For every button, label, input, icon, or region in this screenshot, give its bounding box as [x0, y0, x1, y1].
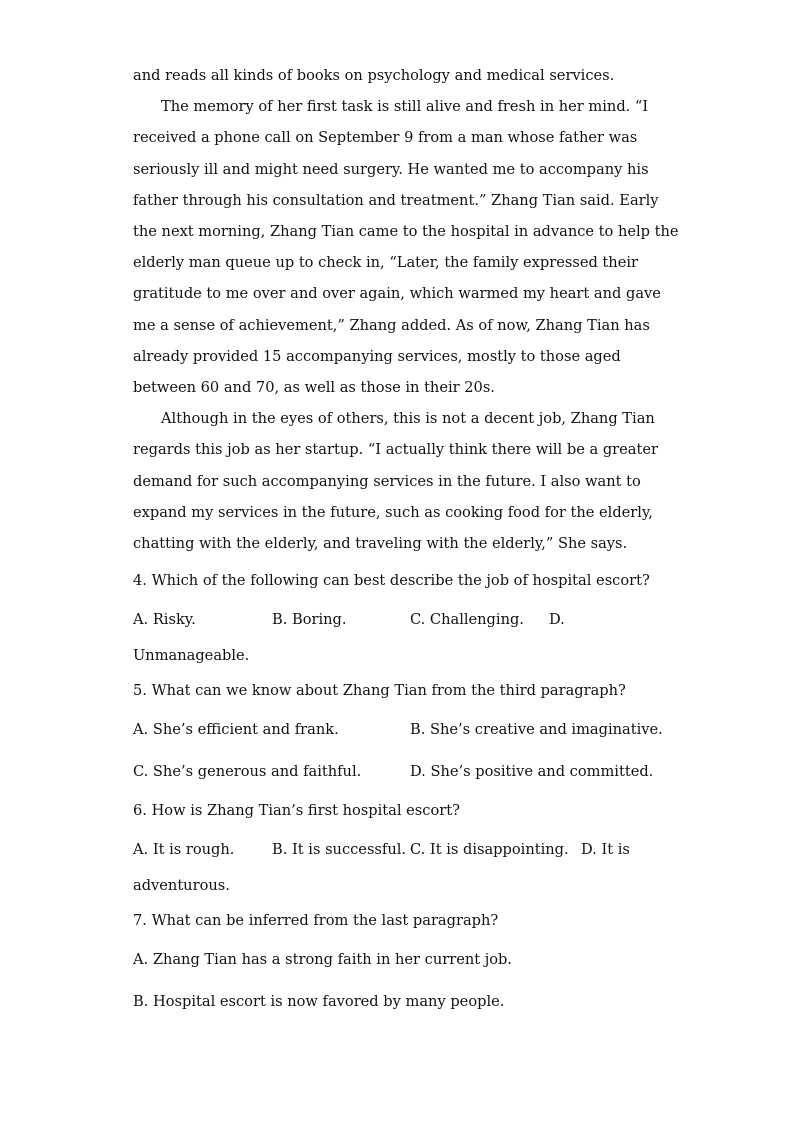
passage-line: me a sense of achievement,” Zhang added. As of now, Zhang Tian has [133, 316, 650, 334]
passage-line: elderly man queue up to check in, “Later, the family expressed their [133, 254, 638, 272]
passage [133, 60, 679, 559]
passage-line: regards this job as her startup. “I actually think there will be a greater [133, 441, 658, 459]
passage-line: Although in the eyes of others, this is not a decent job, Zhang Tian [161, 410, 655, 428]
option-b[interactable]: B. Boring. [272, 611, 347, 629]
question-4 [133, 563, 663, 671]
question-5 [133, 673, 663, 793]
passage-line: between 60 and 70, as well as those in their 20s. [133, 379, 495, 397]
passage-line: the next morning, Zhang Tian came to the hospital in advance to help the [133, 223, 679, 241]
question-stem: 6. How is Zhang Tian’s first hospital escort? [133, 802, 460, 820]
option-a[interactable]: A. It is rough. [133, 841, 235, 859]
passage-line: seriously ill and might need surgery. He wanted me to accompany his [133, 160, 649, 178]
option-c[interactable]: C. She’s generous and faithful. [133, 763, 362, 781]
passage-line: gratitude to me over and over again, which warmed my heart and gave [133, 285, 661, 303]
question-stem: 5. What can we know about Zhang Tian from the third paragraph? [133, 682, 626, 700]
options-row [133, 981, 663, 1023]
question-stem: 7. What can be inferred from the last paragraph? [133, 912, 499, 930]
passage-line: demand for such accompanying services in the future. I also want to [133, 472, 641, 490]
option-a[interactable]: A. She’s efficient and frank. [133, 721, 339, 739]
option-a[interactable]: A. Risky. [133, 611, 196, 629]
option-b[interactable]: B. It is successful. [272, 841, 407, 859]
option-d[interactable]: D. It is [581, 841, 630, 859]
passage-line: father through his consultation and treatment.” Zhang Tian said. Early [133, 191, 659, 209]
document-body [133, 60, 679, 1023]
passage-line: expand my services in the future, such as cooking food for the elderly, [133, 503, 653, 521]
options-row [133, 939, 663, 981]
option-d-wrap: adventurous. [133, 877, 230, 895]
option-d[interactable]: D. [549, 611, 565, 629]
passage-line: and reads all kinds of books on psychology and medical services. [133, 67, 615, 84]
option-d[interactable]: D. She’s positive and committed. [410, 763, 654, 781]
option-a[interactable]: A. Zhang Tian has a strong faith in her current job. [133, 951, 513, 969]
option-c[interactable]: C. Challenging. [410, 611, 524, 629]
question-7 [133, 903, 663, 1023]
options-row [133, 751, 663, 793]
question-6 [133, 793, 663, 901]
options-row [133, 599, 663, 641]
option-b[interactable]: B. She’s creative and imaginative. [410, 721, 663, 739]
passage-line: chatting with the elderly, and traveling with the elderly,” She says. [133, 535, 628, 553]
options-row [133, 709, 663, 751]
option-b[interactable]: B. Hospital escort is now favored by many people. [133, 993, 505, 1011]
passage-line: received a phone call on September 9 from a man whose father was [133, 129, 638, 147]
option-d-wrap: Unmanageable. [133, 647, 250, 665]
options-row [133, 829, 663, 871]
option-c[interactable]: C. It is disappointing. [410, 841, 569, 859]
passage-line: already provided 15 accompanying services, mostly to those aged [133, 347, 621, 365]
question-stem: 4. Which of the following can best describe the job of hospital escort? [133, 572, 650, 590]
passage-line: The memory of her first task is still alive and fresh in her mind. “I [161, 98, 649, 116]
